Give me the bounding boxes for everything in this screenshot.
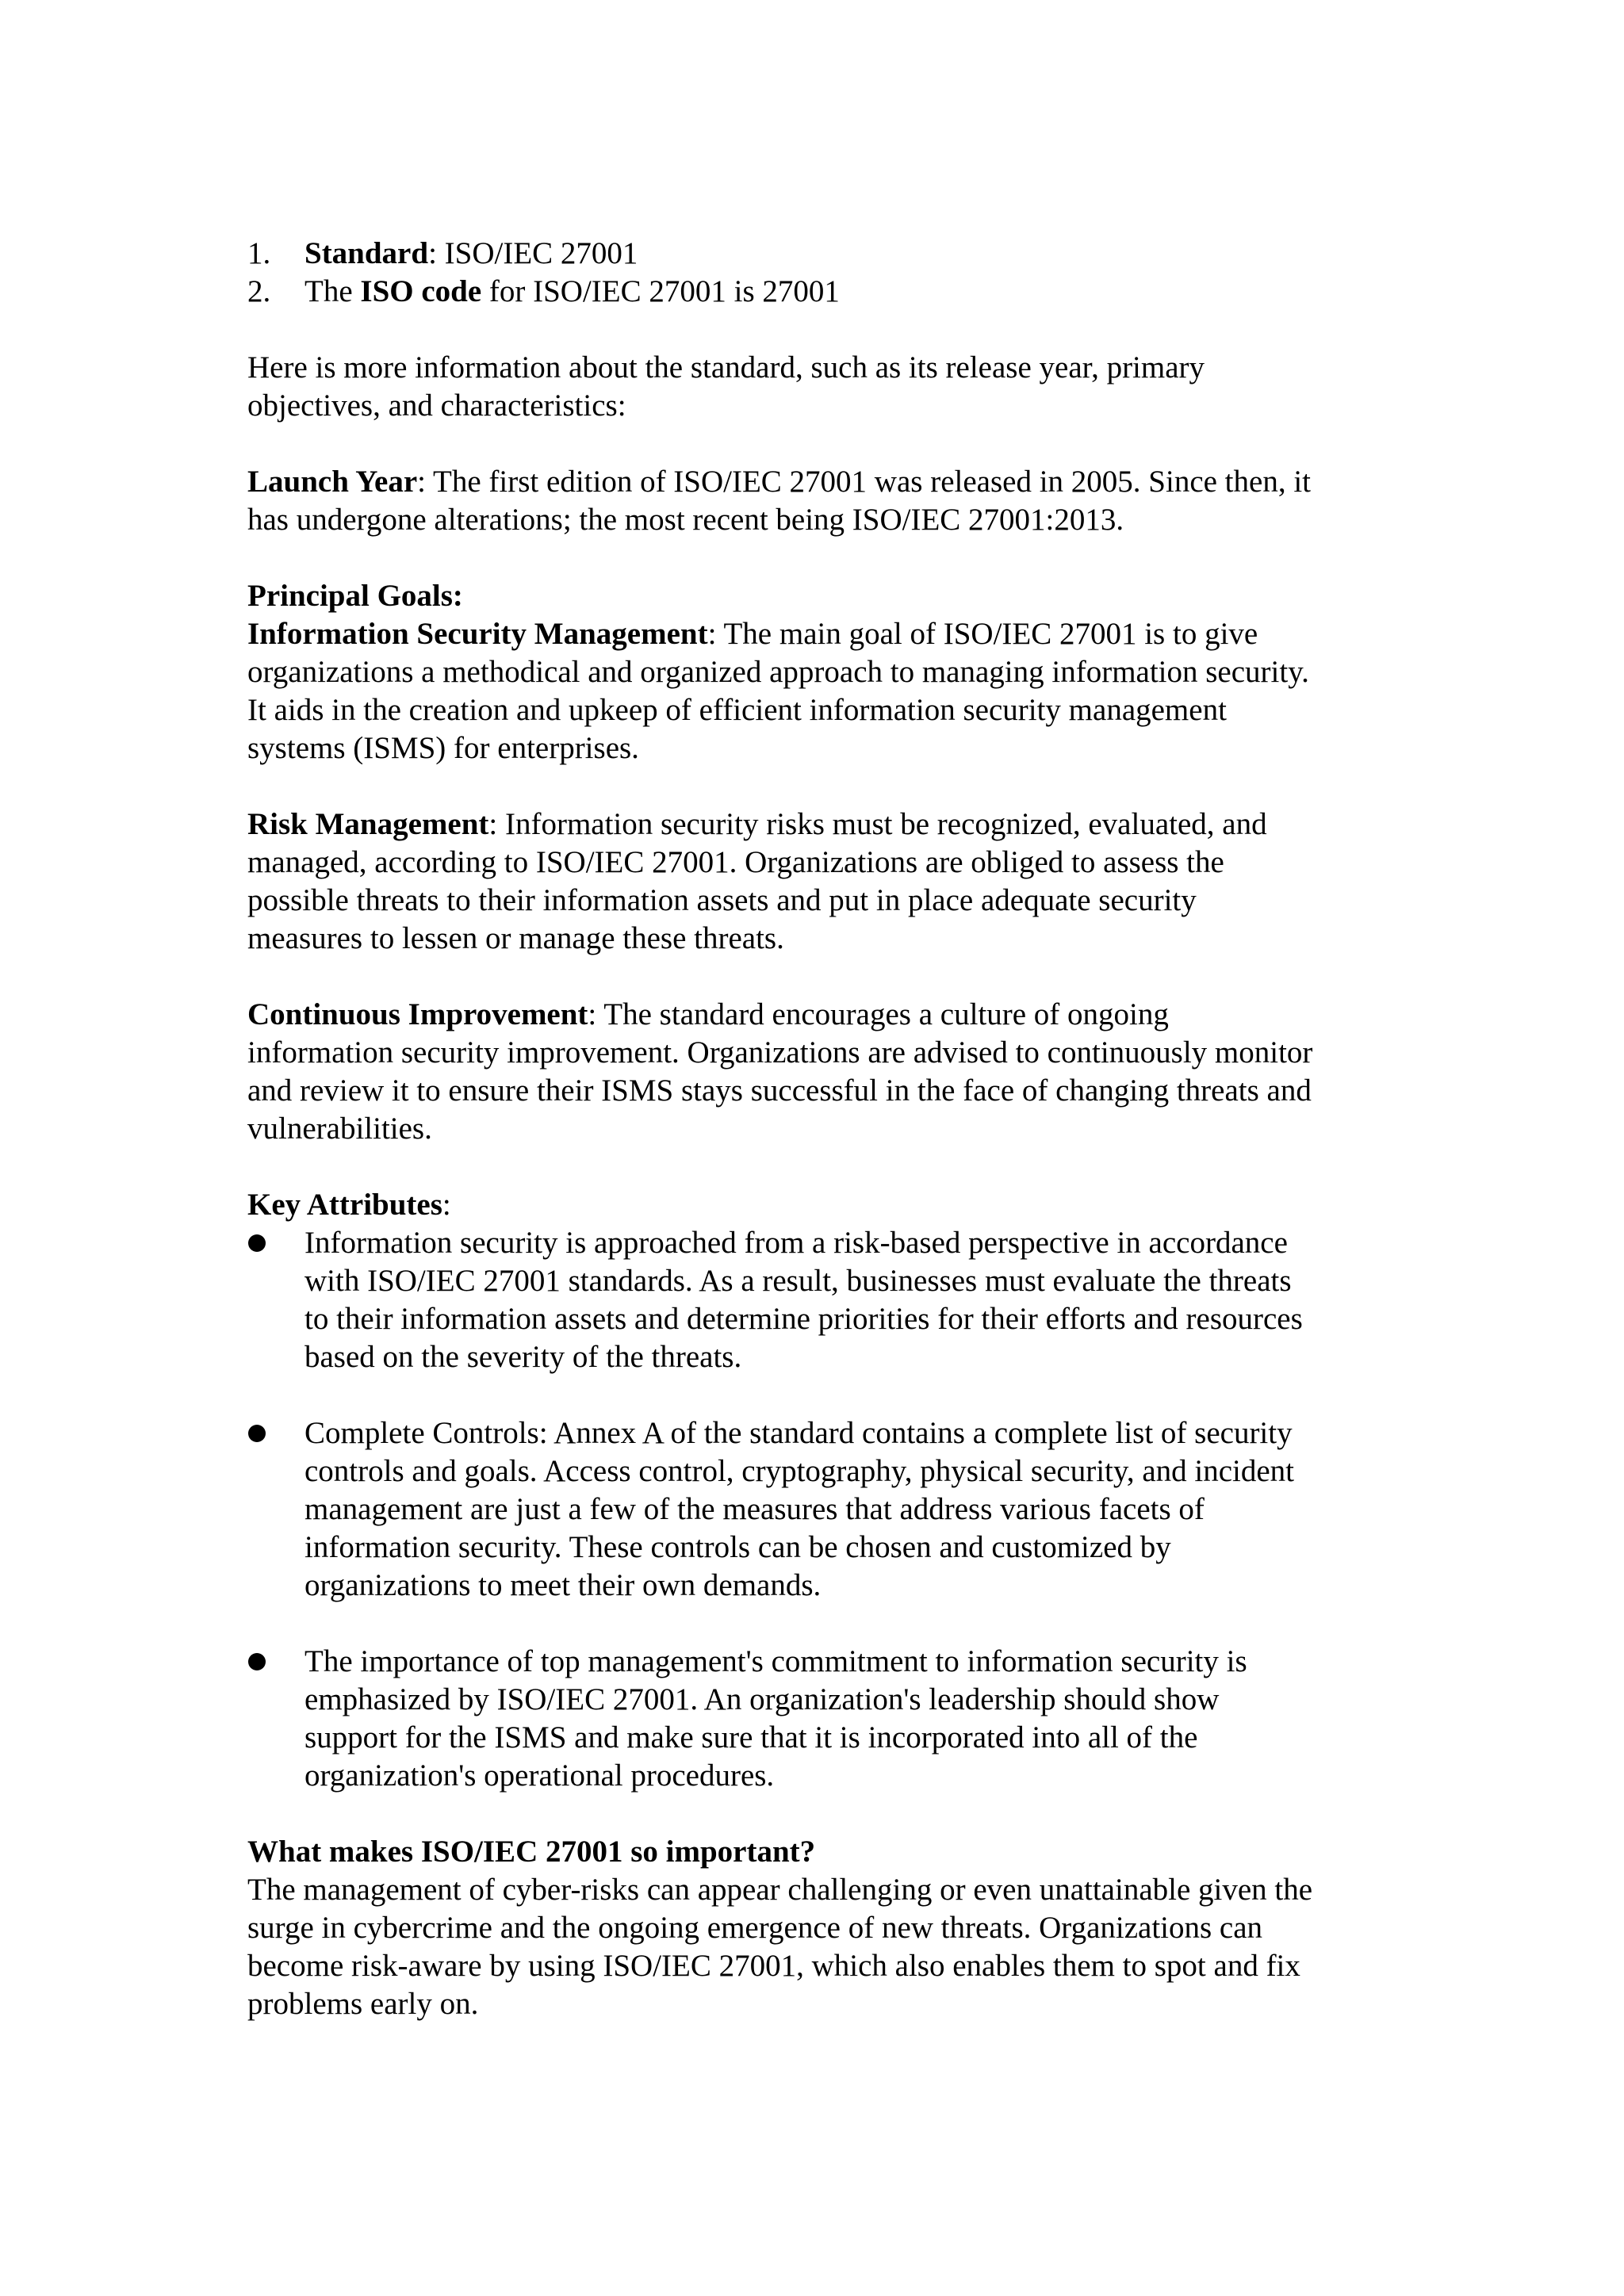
bullet-text: [304, 1643, 1397, 1795]
list-item-prefix: The: [304, 274, 361, 308]
list-item-value: : ISO/IEC 27001: [428, 236, 638, 270]
text-line: to their information assets and determine priorities for their efforts and resources: [304, 1302, 1303, 1336]
term-iso-code: ISO code: [360, 274, 482, 308]
bullet-text: [304, 1224, 1397, 1376]
bullet-dot-icon: [248, 1425, 266, 1442]
text-line: measures to lessen or manage these threats.: [247, 921, 784, 955]
section-heading: Principal Goals:: [247, 579, 463, 613]
text-line: problems early on.: [247, 1987, 479, 2021]
bullet-dot-icon: [248, 1234, 266, 1252]
list-number: 1.: [247, 236, 271, 270]
risk-management-paragraph: [247, 806, 1397, 958]
text-line: objectives, and characteristics:: [247, 388, 626, 423]
text-line: Here is more information about the standard, such as its release year, primary: [247, 350, 1205, 385]
text-line: : The standard encourages a culture of ongoing: [588, 997, 1169, 1031]
text-line: management are just a few of the measures that address various facets of: [304, 1492, 1205, 1526]
text-line: information security. These controls can be chosen and customized by: [304, 1530, 1171, 1564]
bullet-marker: [247, 1643, 304, 1795]
text-line: vulnerabilities.: [247, 1112, 432, 1146]
bullet-item: [247, 1643, 1397, 1795]
text-line: The management of cyber-risks can appear challenging or even unattainable given the: [247, 1873, 1313, 1907]
continuous-improvement-paragraph: [247, 996, 1397, 1148]
list-item-text: [304, 273, 840, 311]
text-line: information security improvement. Organizations are advised to continuously monitor: [247, 1035, 1313, 1070]
list-item: [247, 235, 1397, 273]
list-number: 2.: [247, 274, 271, 308]
list-item: [247, 273, 1397, 311]
ism-heading: Information Security Management: [247, 617, 708, 651]
importance-heading: [247, 1833, 1397, 1871]
text-line: : The first edition of ISO/IEC 27001 was released in 2005. Since then, it: [417, 465, 1312, 499]
text-line: support for the ISMS and make sure that it is incorporated into all of the: [304, 1720, 1198, 1755]
risk-management-heading: Risk Management: [247, 807, 489, 841]
text-line: It aids in the creation and upkeep of efficient information security management: [247, 693, 1227, 727]
continuous-improvement-heading: Continuous Improvement: [247, 997, 588, 1031]
text-line: systems (ISMS) for enterprises.: [247, 731, 639, 765]
text-line: and review it to ensure their ISMS stays successful in the face of changing threats and: [247, 1073, 1312, 1108]
list-item-value: for ISO/IEC 27001 is 27001: [481, 274, 840, 308]
text-line: emphasized by ISO/IEC 27001. An organization's leadership should show: [304, 1682, 1220, 1716]
bullet-item: [247, 1224, 1397, 1376]
document-body: [247, 235, 1397, 2023]
text-line: : Information security risks must be recognized, evaluated, and: [488, 807, 1267, 841]
launch-year-heading: Launch Year: [247, 465, 418, 499]
text-line: managed, according to ISO/IEC 27001. Organizations are obliged to assess the: [247, 845, 1224, 879]
text-line: has undergone alterations; the most recent being ISO/IEC 27001:2013.: [247, 503, 1124, 537]
section-heading: Key Attributes: [247, 1188, 442, 1222]
bullet-marker: [247, 1414, 304, 1605]
importance-paragraph: [247, 1871, 1397, 2023]
text-line: Complete Controls: Annex A of the standard contains a complete list of security: [304, 1416, 1293, 1450]
numbered-list: [247, 235, 1397, 311]
intro-paragraph: [247, 349, 1397, 425]
principal-goals-heading: [247, 577, 1397, 615]
key-attributes-heading: [247, 1186, 1397, 1224]
text-line: with ISO/IEC 27001 standards. As a result, businesses must evaluate the threats: [304, 1264, 1292, 1298]
text-line: organization's operational procedures.: [304, 1758, 775, 1793]
text-line: controls and goals. Access control, cryptography, physical security, and incident: [304, 1454, 1295, 1488]
section-heading: What makes ISO/IEC 27001 so important?: [247, 1835, 816, 1869]
text-line: become risk-aware by using ISO/IEC 27001, which also enables them to spot and fix: [247, 1949, 1300, 1983]
text-line: Information security is approached from a risk-based perspective in accordance: [304, 1226, 1288, 1260]
term-standard: Standard: [304, 236, 429, 270]
text-line: based on the severity of the threats.: [304, 1340, 742, 1374]
text-line: The importance of top management's commitment to information security is: [304, 1644, 1247, 1678]
text-line: organizations a methodical and organized approach to managing information security.: [247, 655, 1309, 689]
text-line: surge in cybercrime and the ongoing emergence of new threats. Organizations can: [247, 1911, 1263, 1945]
ism-paragraph: [247, 615, 1397, 767]
bullet-dot-icon: [248, 1653, 266, 1670]
heading-colon: :: [442, 1188, 451, 1222]
list-item-text: [304, 235, 638, 273]
bullet-marker: [247, 1224, 304, 1376]
text-line: possible threats to their information assets and put in place adequate security: [247, 883, 1197, 917]
bullet-item: [247, 1414, 1397, 1605]
launch-year-paragraph: [247, 463, 1397, 539]
text-line: organizations to meet their own demands.: [304, 1568, 822, 1602]
text-line: : The main goal of ISO/IEC 27001 is to give: [707, 617, 1258, 651]
bullet-text: [304, 1414, 1397, 1605]
